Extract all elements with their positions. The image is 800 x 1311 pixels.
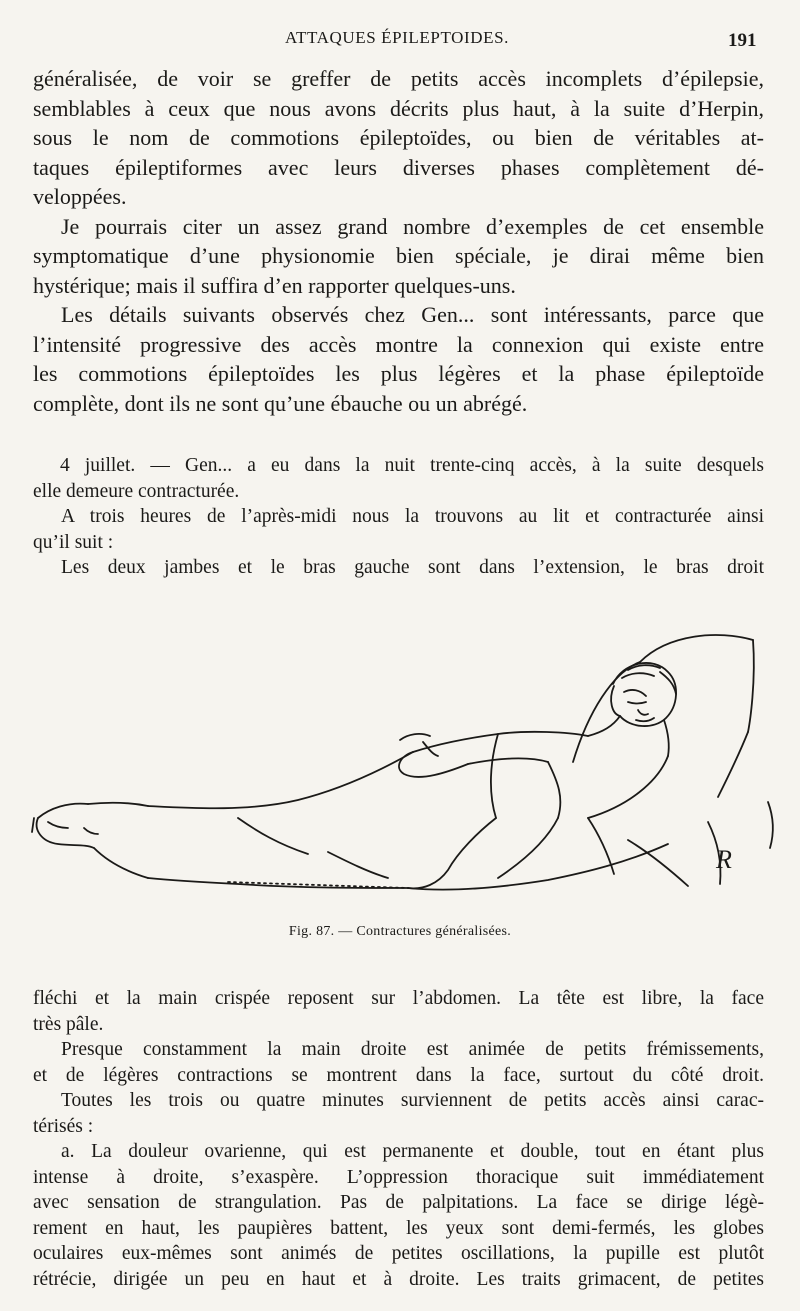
- text-line: complète, dont ils ne sont qu’une ébauche ou un abrégé.: [33, 390, 528, 416]
- text-line: a. La douleur ovarienne, qui est permanente et double, tout en étant plus: [61, 1141, 764, 1162]
- reclining-woman-drawing: [28, 622, 778, 912]
- text-line: l’intensité progressive des accès montre la connexion qui existe entre: [33, 331, 764, 357]
- text-line: fléchi et la main crispée reposent sur l’abdomen. La tête est libre, la face: [33, 988, 764, 1009]
- paragraphs-top: [33, 64, 764, 418]
- text-line: hystérique; mais il suffira d’en rapporter quelques-uns.: [33, 272, 516, 298]
- text-line: Les détails suivants observés chez Gen... sont intéressants, parce que: [61, 302, 764, 327]
- artist-signature: R: [716, 845, 732, 874]
- text-line: sous le nom de commotions épileptoïdes, ou bien de véritables at-: [33, 125, 764, 150]
- text-line: A trois heures de l’après-midi nous la trouvons au lit et contracturée ainsi: [61, 506, 764, 527]
- text-line: elle demeure contracturée.: [33, 480, 240, 502]
- text-line: rement en haut, les paupières battent, les yeux sont demi-fermés, les globes: [33, 1217, 764, 1239]
- running-title: ATTAQUES ÉPILEPTOIDES.: [285, 28, 510, 47]
- page-number: 191: [728, 30, 757, 51]
- text-line: taques épileptiformes avec leurs diverses phases complètement dé-: [33, 154, 764, 180]
- text-line: Les deux jambes et le bras gauche sont dans l’extension, le bras droit: [61, 557, 764, 578]
- text-line: 4 juillet. — Gen... a eu dans la nuit trente-cinq accès, à la suite desquels: [60, 455, 764, 476]
- text-line: très pâle.: [33, 1013, 104, 1035]
- text-line: semblables à ceux que nous avons décrits plus haut, à la suite d’Herpin,: [33, 95, 764, 121]
- text-line: avec sensation de strangulation. Pas de palpitations. La face se dirige légè-: [33, 1192, 764, 1213]
- text-line: généralisée, de voir se greffer de petits accès incomplets d’épilepsie,: [33, 66, 764, 91]
- text-line: rétrécie, dirigée un peu en haut et à droite. Les traits grimacent, de petites: [33, 1268, 764, 1290]
- text-line: veloppées.: [33, 184, 127, 209]
- text-line: qu’il suit :: [33, 531, 114, 553]
- running-head: [0, 28, 800, 58]
- text-line: Presque constamment la main droite est animée de petits frémissements,: [61, 1039, 764, 1060]
- text-line: Toutes les trois ou quatre minutes surviennent de petits accès ainsi carac-: [61, 1090, 764, 1111]
- text-line: symptomatique d’une physionomie bien spéciale, je dirai même bien: [33, 243, 764, 268]
- figure-caption: Fig. 87. — Contractures généralisées.: [288, 924, 512, 939]
- text-line: térisés :: [33, 1115, 94, 1137]
- observation-bottom: [33, 986, 764, 1292]
- figure-illustration: [28, 622, 778, 912]
- text-line: oculaires eux-mêmes sont animés de petites oscillations, la pupille est plutôt: [33, 1243, 764, 1264]
- observation-top: [33, 453, 764, 581]
- text-line: Je pourrais citer un assez grand nombre d’exemples de cet ensemble: [61, 213, 764, 239]
- text-line: et de légères contractions se montrent dans la face, surtout du côté droit.: [33, 1064, 764, 1086]
- text-line: les commotions épileptoïdes les plus légères et la phase épileptoïde: [33, 361, 764, 386]
- text-line: intense à droite, s’exaspère. L’oppression thoracique suit immédiatement: [33, 1166, 764, 1188]
